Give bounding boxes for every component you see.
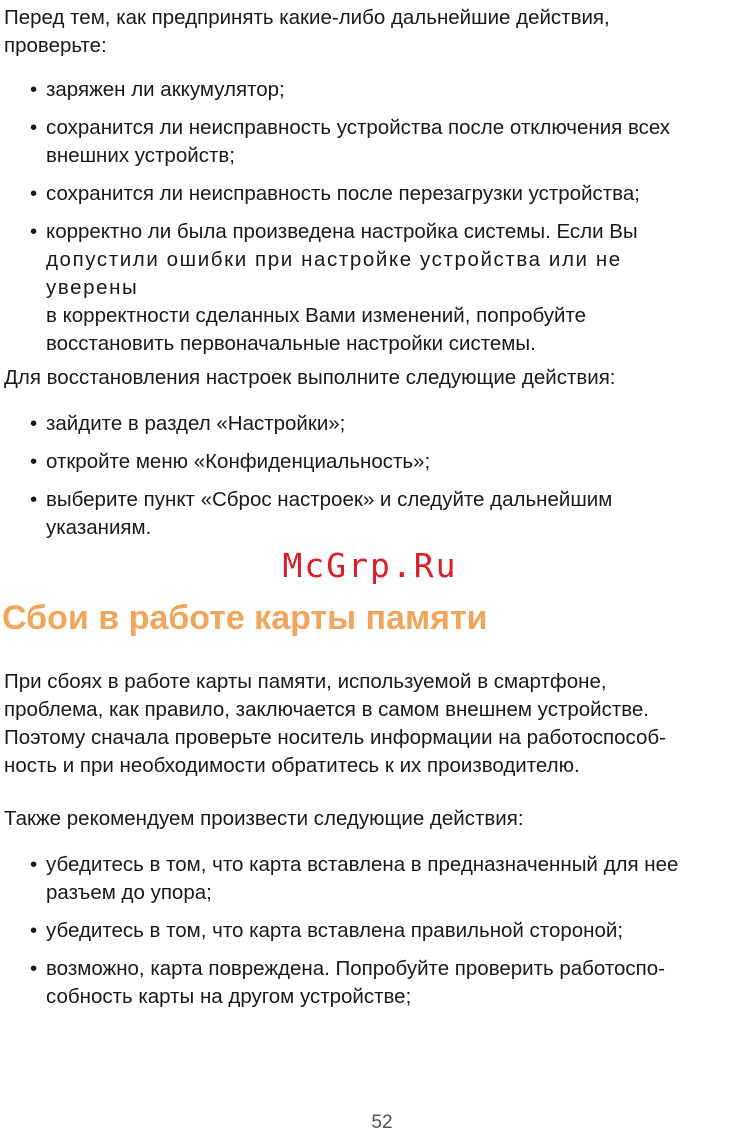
- list-item-text: убедитесь в том, что карта вставлена правильной стороной;: [46, 919, 624, 942]
- bullet-icon: •: [30, 220, 38, 243]
- bullet-icon: •: [30, 116, 38, 139]
- bullet-icon: •: [30, 957, 38, 980]
- list-item-text: сохранится ли неисправность после перезагрузки устройства;: [46, 182, 640, 205]
- list-item: [30, 955, 720, 1011]
- intro-paragraph: Перед тем, как предпринять какие-либо дальнейшие действия, проверьте:: [4, 6, 610, 57]
- bullet-icon: •: [30, 488, 38, 511]
- list-item-text: [46, 957, 665, 1008]
- list-item: [30, 486, 720, 542]
- list-item: [30, 180, 720, 208]
- text-line: ность и при необходимости обратитесь к их производителю.: [4, 754, 580, 777]
- text-line: Поэтому сначала проверьте носитель информации на работоспособ-: [4, 726, 666, 749]
- watermark: McGrp.Ru: [282, 546, 458, 585]
- bullet-icon: •: [30, 78, 38, 101]
- section-heading: Сбои в работе карты памяти: [2, 599, 488, 637]
- list-item-text: зайдите в раздел «Настройки»;: [46, 412, 346, 435]
- bullet-icon: •: [30, 412, 38, 435]
- list-item: [30, 917, 720, 945]
- list-item-text: заряжен ли аккумулятор;: [46, 78, 285, 101]
- bullet-icon: •: [30, 182, 38, 205]
- text-line: возможно, карта повреждена. Попробуйте проверить работоспо-: [46, 957, 666, 980]
- text-line: корректно ли была произведена настройка системы. Если Вы: [46, 220, 638, 243]
- list-item: [30, 410, 720, 438]
- list-item-text: сохранится ли неисправность устройства после отключения всех внешних устройств;: [46, 116, 671, 167]
- list-item-text: откройте меню «Конфиденциальность»;: [46, 450, 431, 473]
- list-item: [30, 76, 720, 104]
- text-line: собность карты на другом устройстве;: [46, 985, 412, 1008]
- page-number: 52: [371, 1112, 393, 1133]
- text-line: проблема, как правило, заключается в самом внешнем устройстве.: [4, 698, 649, 721]
- text-line: в корректности сделанных Вами изменений, попробуйте: [46, 304, 587, 327]
- memory-card-paragraph: [4, 668, 716, 780]
- list-item-text: [46, 220, 638, 355]
- bullet-icon: •: [30, 919, 38, 942]
- bullet-icon: •: [30, 853, 38, 876]
- list-item: [30, 448, 720, 476]
- list-item: [30, 114, 720, 170]
- actions-list: [30, 851, 720, 1021]
- list-item: [30, 218, 720, 358]
- recommend-paragraph: Также рекомендуем произвести следующие действия:: [4, 807, 524, 830]
- check-list: [30, 76, 720, 368]
- bullet-icon: •: [30, 450, 38, 473]
- text-line: При сбоях в работе карты памяти, используемой в смартфоне,: [4, 670, 607, 693]
- text-line: допустили ошибки при настройке устройства или не уверены: [46, 248, 622, 299]
- text-line: восстановить первоначальные настройки системы.: [46, 332, 536, 355]
- restore-steps-list: [30, 410, 720, 552]
- list-item-text: выберите пункт «Сброс настроек» и следуйте дальнейшим указаниям.: [46, 488, 613, 539]
- restore-paragraph: Для восстановления настроек выполните следующие действия:: [4, 366, 616, 389]
- list-item: [30, 851, 720, 907]
- list-item-text: убедитесь в том, что карта вставлена в предназначенный для нее разъем до упора;: [46, 853, 679, 904]
